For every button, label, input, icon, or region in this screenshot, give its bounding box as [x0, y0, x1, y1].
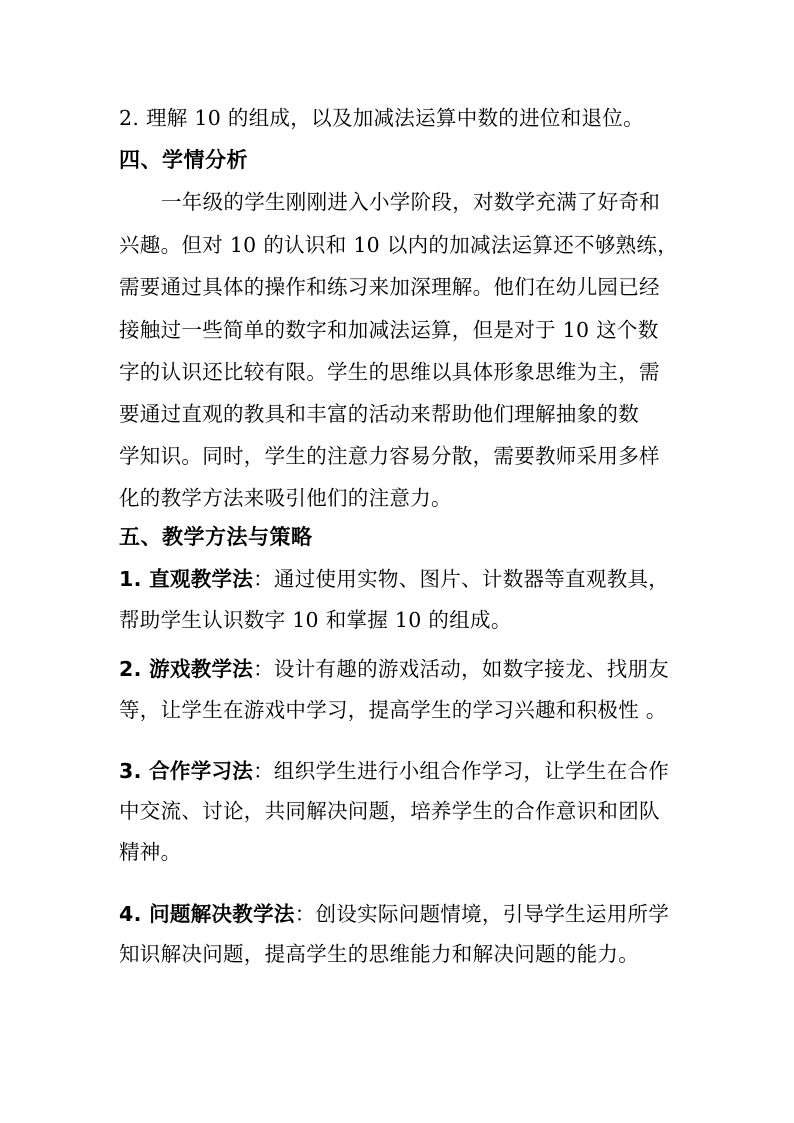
method-label: 4. 问题解决教学法 — [119, 902, 295, 926]
paragraph-line: 化的教学方法来吸引他们的注意力。 — [119, 486, 452, 510]
paragraph-line: 接触过一些简单的数字和加减法运算，但是对于 10 这个数 — [119, 318, 659, 342]
method-item-1-continuation: 帮助学生认识数字 10 和掌握 10 的组成。 — [119, 608, 512, 632]
method-item-2-continuation: 等，让学生在游戏中学习，提高学生的学习兴趣和积极性 。 — [119, 698, 667, 722]
method-label: 3. 合作学习法 — [119, 759, 254, 783]
paragraph-line: 需要通过具体的操作和练习来加深理解。他们在幼儿园已经 — [119, 275, 660, 299]
method-colon: ： — [294, 902, 316, 926]
paragraph-line: 兴趣。但对 10 的认识和 10 以内的加减法运算还不够熟练， — [119, 233, 679, 257]
method-item-2 — [119, 655, 669, 683]
paragraph-line: 字的认识还比较有限。学生的思维以具体形象思维为主，需 — [119, 360, 660, 384]
section-heading-student-analysis: 四、学情分析 — [119, 148, 248, 172]
method-item-3 — [119, 757, 669, 785]
paragraph-line: 一年级的学生刚刚进入小学阶段，对数学充满了好奇和 — [161, 190, 661, 214]
method-colon: ： — [253, 759, 274, 783]
method-text: 设计有趣的游戏活动，如数字接龙、找朋友 — [273, 657, 670, 681]
method-item-4 — [119, 900, 669, 928]
paragraph-line: 要通过直观的教具和丰富的活动来帮助他们理解抽象的数 — [119, 402, 639, 426]
method-item-3-continuation: 精神。 — [119, 840, 182, 864]
method-colon: ： — [253, 567, 274, 591]
paragraph-line: 学知识。同时，学生的注意力容易分散，需要教师采用多样 — [119, 444, 660, 468]
method-item-3-continuation: 中交流、讨论，共同解决问题，培养学生的合作意识和团队 — [119, 799, 660, 823]
objective-item-2: 2. 理解 10 的组成，以及加减法运算中数的进位和退位。 — [119, 106, 644, 130]
method-item-4-continuation: 知识解决问题，提高学生的思维能力和解决问题的能力。 — [119, 942, 639, 966]
method-label: 2. 游戏教学法 — [119, 657, 254, 681]
method-text: 通过使用实物、图片、计数器等直观教具， — [273, 567, 670, 591]
section-heading-teaching-methods: 五、教学方法与策略 — [119, 525, 313, 549]
method-label: 1. 直观教学法 — [119, 567, 254, 591]
method-colon: ： — [253, 657, 274, 681]
method-item-1 — [119, 565, 669, 593]
method-text: 创设实际问题情境，引导学生运用所学 — [315, 902, 670, 926]
method-text: 组织学生进行小组合作学习，让学生在合作 — [273, 759, 670, 783]
